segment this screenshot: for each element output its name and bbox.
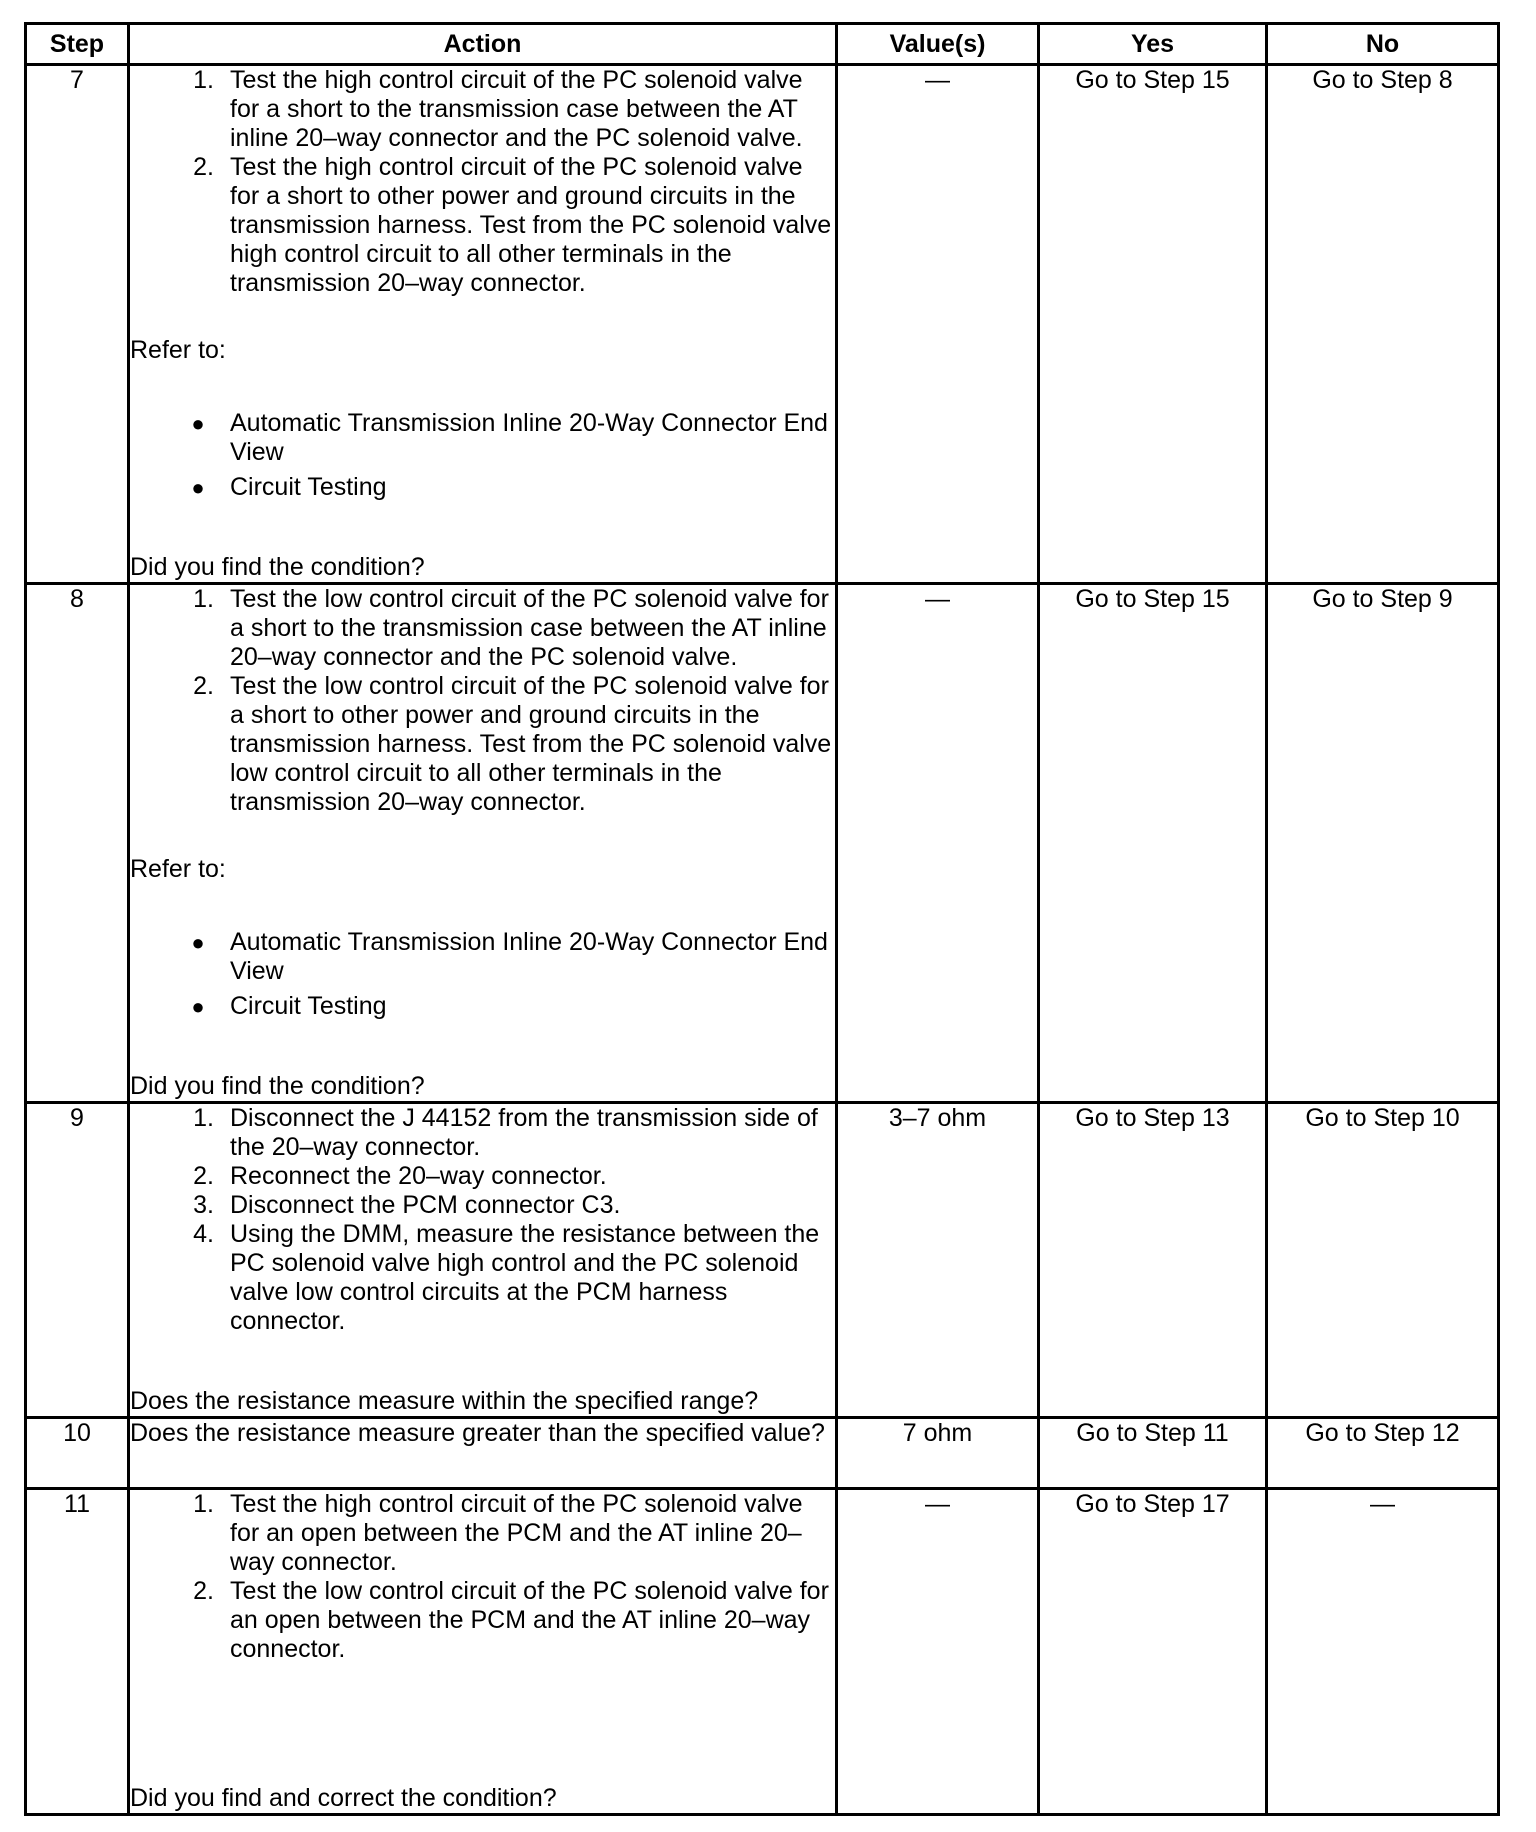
table-row-step-7 (26, 65, 1499, 584)
action-cell (129, 584, 837, 1103)
instruction-item: 2. Test the low control circuit of the PC solenoid valve for an open between the PCM and the AT inline 20–way connector. (193, 1577, 829, 1663)
instruction-item: 1. Test the high control circuit of the PC solenoid valve for a short to the transmission case between the AT inline 20–way connector and the PC solenoid valve. (193, 66, 803, 152)
step-number: 7 (26, 65, 129, 584)
bullet-icon: ● (191, 411, 205, 436)
table-row-step-10 (26, 1418, 1499, 1489)
table-row-step-9 (26, 1103, 1499, 1418)
action-cell (129, 1103, 837, 1418)
instruction-item: 1. Test the low control circuit of the PC solenoid valve for a short to the transmission case between the AT inline 20–way connector and the PC solenoid valve. (193, 585, 829, 671)
action-cell (129, 1418, 837, 1489)
instruction-list (130, 585, 835, 817)
reference-item: ● Circuit Testing (130, 992, 835, 1021)
header-values: Value(s) (837, 24, 1039, 65)
yes-cell: Go to Step 11 (1039, 1418, 1267, 1489)
question-text: Did you find the condition? (130, 1072, 425, 1100)
no-cell: — (1267, 1489, 1499, 1815)
value-cell: — (837, 584, 1039, 1103)
yes-cell: Go to Step 15 (1039, 65, 1267, 584)
value-cell: 7 ohm (837, 1418, 1039, 1489)
yes-cell: Go to Step 17 (1039, 1489, 1267, 1815)
instruction-item: 1. Disconnect the J 44152 from the transmission side of the 20–way connector. (193, 1104, 818, 1161)
instruction-item: 2. Test the high control circuit of the PC solenoid valve for a short to other power and ground circuits in the transmission harness. Test from the PC solenoid valve high control circuit to all other terminals in the transmission 20–way connector. (193, 153, 832, 297)
reference-list (130, 928, 835, 1021)
no-cell: Go to Step 10 (1267, 1103, 1499, 1418)
step-number: 11 (26, 1489, 129, 1815)
value-cell: 3–7 ohm (837, 1103, 1039, 1418)
no-cell: Go to Step 8 (1267, 65, 1499, 584)
bullet-icon: ● (191, 475, 205, 500)
value-cell: — (837, 65, 1039, 584)
step-number: 10 (26, 1418, 129, 1489)
table-row-step-8 (26, 584, 1499, 1103)
header-yes: Yes (1039, 24, 1267, 65)
no-cell: Go to Step 9 (1267, 584, 1499, 1103)
diagnostic-table (24, 22, 1500, 1816)
question-text: Did you find and correct the condition? (130, 1784, 557, 1812)
header-step: Step (26, 24, 129, 65)
bullet-icon: ● (191, 994, 205, 1019)
instruction-item: 4. Using the DMM, measure the resistance between the PC solenoid valve high control and the PC solenoid valve low control circuits at the PCM harness connector. (193, 1220, 820, 1335)
instruction-list (130, 66, 835, 298)
action-cell (129, 1489, 837, 1815)
question-text: Does the resistance measure within the specified range? (130, 1387, 759, 1415)
reference-list (130, 409, 835, 502)
question-text: Did you find the condition? (130, 553, 425, 581)
instruction-item: 2. Test the low control circuit of the PC solenoid valve for a short to other power and ground circuits in the transmission harness. Test from the PC solenoid valve low control circuit to all other terminals in the transmission 20–way connector. (193, 672, 832, 816)
refer-label: Refer to: (130, 855, 226, 883)
instruction-item: 1. Test the high control circuit of the PC solenoid valve for an open between the PCM and the AT inline 20–way connector. (193, 1490, 803, 1576)
value-cell: — (837, 1489, 1039, 1815)
yes-cell: Go to Step 15 (1039, 584, 1267, 1103)
reference-item: ● Circuit Testing (130, 473, 835, 502)
header-no: No (1267, 24, 1499, 65)
step-number: 9 (26, 1103, 129, 1418)
question-text: Does the resistance measure greater than the specified value? (130, 1419, 825, 1447)
reference-item: ● Automatic Transmission Inline 20-Way Connector End View (130, 409, 835, 467)
action-cell (129, 65, 837, 584)
table-row-step-11 (26, 1489, 1499, 1815)
yes-cell: Go to Step 13 (1039, 1103, 1267, 1418)
step-number: 8 (26, 584, 129, 1103)
instruction-list (130, 1490, 835, 1664)
header-row (26, 24, 1499, 65)
reference-item: ● Automatic Transmission Inline 20-Way Connector End View (130, 928, 835, 986)
header-action: Action (129, 24, 837, 65)
refer-label: Refer to: (130, 336, 226, 364)
no-cell: Go to Step 12 (1267, 1418, 1499, 1489)
bullet-icon: ● (191, 930, 205, 955)
instruction-list (130, 1104, 835, 1336)
instruction-item: 2. Reconnect the 20–way connector. (193, 1162, 607, 1190)
instruction-item: 3. Disconnect the PCM connector C3. (193, 1191, 621, 1219)
